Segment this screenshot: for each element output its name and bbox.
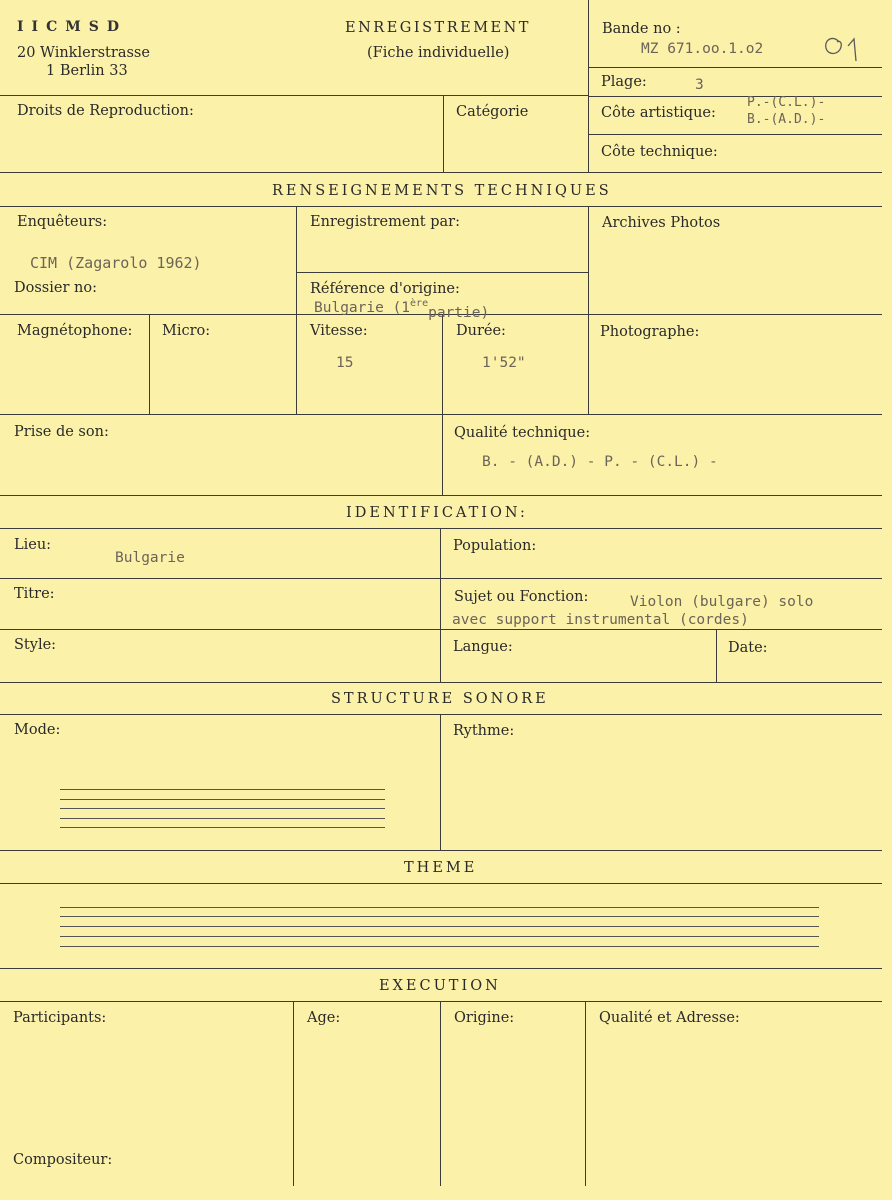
rule-struct-top [0,682,882,683]
col-header-right [588,0,589,172]
reference-value-end: partie) [428,305,490,321]
signature-mark [822,33,868,67]
address-line-2: 1 Berlin 33 [46,63,128,79]
cote-artistique-label: Côte artistique: [601,105,716,121]
col-micro-left [149,314,150,414]
rule-ident-top [0,495,882,496]
sujet-label: Sujet ou Fonction: [454,589,589,605]
theme-staff-line [60,926,819,927]
rule-titre-bottom [0,629,882,630]
rule-header-bottom [0,95,588,96]
rule-exec-top [0,968,882,969]
col-ident-mid [440,528,441,682]
rule-ident-title-bottom [0,528,882,529]
org-logo: IICMSD [17,19,127,35]
col-exec-a [293,1001,294,1186]
photographe-label: Photographe: [600,324,700,340]
section-title-execution: EXECUTION [379,978,501,994]
categorie-label: Catégorie [456,104,529,120]
theme-staff-line [60,907,819,908]
participants-label: Participants: [13,1010,107,1026]
titre-label: Titre: [14,586,55,602]
enqueteurs-value: CIM (Zagarolo 1962) [30,254,202,272]
mode-staff-line [60,789,385,790]
sujet-value-1: Violon (bulgare) solo [630,594,814,610]
duree-label: Durée: [456,323,506,339]
enregistrement-par-label: Enregistrement par: [310,214,460,230]
age-label: Age: [307,1010,341,1026]
rule-lieu-bottom [0,578,882,579]
bande-value: MZ 671.oo.1.o2 [641,41,764,57]
mode-staff-line [60,799,385,800]
plage-value: 3 [695,77,704,93]
col-date-left [716,629,717,682]
section-title-technique: RENSEIGNEMENTS TECHNIQUES [272,183,612,199]
rythme-label: Rythme: [453,723,515,739]
micro-label: Micro: [162,323,211,339]
compositeur-label: Compositeur: [13,1152,113,1168]
cote-artistique-value-1: P.-(C.L.)- [747,95,826,110]
rule-bande-bottom [588,67,882,68]
reference-label: Référence d'origine: [310,281,460,297]
rule-tech-top [0,172,882,173]
date-label: Date: [728,640,768,656]
rule-struct-title-bottom [0,714,882,715]
lieu-label: Lieu: [14,537,52,553]
lieu-value: Bulgarie [115,550,185,566]
bande-label: Bande no : [602,21,681,37]
section-title-identification: IDENTIFICATION: [346,505,528,521]
col-tech-b [588,206,589,414]
qualite-technique-value: B. - (A.D.) - P. - (C.L.) - [482,454,718,470]
cote-technique-label: Côte technique: [601,144,718,160]
reference-value-main: Bulgarie (1 [314,300,411,316]
droits-label: Droits de Reproduction: [17,103,194,119]
enqueteurs-label: Enquêteurs: [17,214,108,230]
col-struct-mid [440,714,441,850]
magnetophone-label: Magnétophone: [17,323,133,339]
theme-staff-line [60,916,819,917]
section-title-structure: STRUCTURE SONORE [331,691,549,707]
cote-artistique-value-2: B.-(A.D.)- [747,112,826,127]
col-exec-b [440,1001,441,1186]
col-categorie-left [443,95,444,172]
rule-cote-mid [588,134,882,135]
qualite-technique-label: Qualité technique: [454,425,591,441]
vitesse-label: Vitesse: [310,323,368,339]
form-title: ENREGISTREMENT [345,20,531,36]
sujet-value-2: avec support instrumental (cordes) [452,612,749,628]
rule-theme-top [0,850,882,851]
reference-value-superscript: ère [410,298,429,309]
mode-label: Mode: [14,722,61,738]
theme-staff-line [60,936,819,937]
mode-staff-line [60,818,385,819]
form-subtitle: (Fiche individuelle) [367,45,510,61]
rule-exec-title-bottom [0,1001,882,1002]
population-label: Population: [453,538,537,554]
dossier-label: Dossier no: [14,280,97,296]
style-label: Style: [14,637,57,653]
theme-staff-line [60,946,819,947]
archives-photos-label: Archives Photos [602,215,721,231]
col-duree-left [442,314,443,495]
vitesse-value: 15 [336,355,354,371]
prise-de-son-label: Prise de son: [14,424,109,440]
origine-label: Origine: [454,1010,515,1026]
duree-value: 1'52" [482,355,526,371]
qualite-adresse-label: Qualité et Adresse: [599,1010,740,1026]
section-title-theme: THEME [404,860,478,876]
plage-label: Plage: [601,74,647,90]
col-exec-c [585,1001,586,1186]
rule-tech-title-bottom [0,206,882,207]
address-line-1: 20 Winklerstrasse [17,45,150,61]
rule-enreg-par-bottom [296,272,588,273]
rule-plage-bottom [588,96,882,97]
mode-staff-line [60,808,385,809]
reference-value [314,296,490,321]
rule-tech-row2-bottom [0,414,882,415]
rule-theme-title-bottom [0,883,882,884]
mode-staff-line [60,827,385,828]
langue-label: Langue: [453,639,513,655]
col-tech-a [296,206,297,414]
